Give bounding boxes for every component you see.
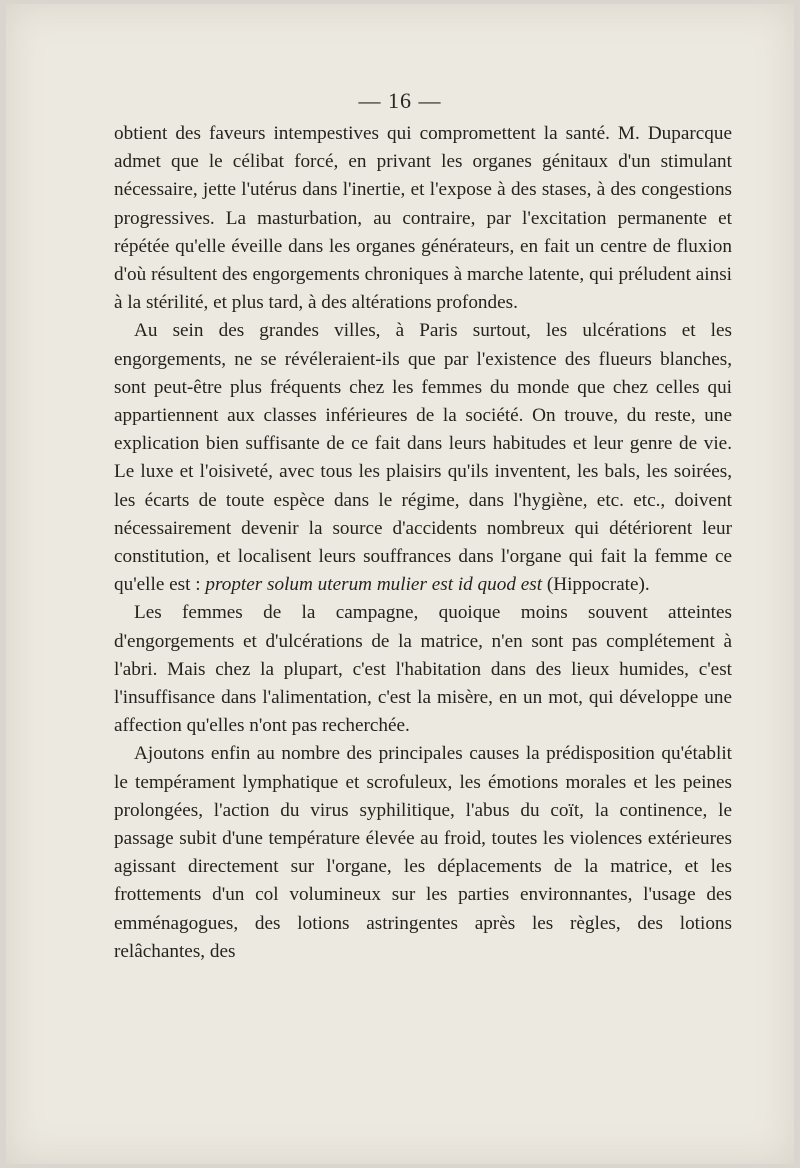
latin-quote: propter solum uterum mulier est id quod est [205,574,543,596]
paragraph-2 [114,317,732,599]
paragraph-1: obtient des faveurs intempestives qui compromettent la santé. M. Duparcque admet que le célibat forcé, en privant les organes génitaux d'un stimulant nécessaire, jette l'utérus dans l'inertie, et l'expose à des stases, à des congestions progressives. La masturbation, au contraire, par l'excitation permanente et répétée qu'elle éveille dans les organes générateurs, en fait un centre de fluxion d'où résultent des engorgements chroniques à marche latente, qui préludent ainsi à la stérilité, et plus tard, à des altérations profondes. [114,123,732,314]
paragraph-2-text: Au sein des grandes villes, à Paris surtout, les ulcérations et les engorgements, ne se révéleraient-ils que par l'existence des flueurs blanches, sont peut-être plus fréquents chez les femmes du monde que chez celles qui appartiennent aux classes inférieures de la société. On trouve, du reste, une explication bien suffisante de ce fait dans leurs habitudes et leur genre de vie. Le luxe et l'oisiveté, avec tous les plaisirs qu'ils inventent, les bals, les soirées, les écarts de toute espèce dans le régime, dans l'hygiène, etc. etc., doivent nécessairement devenir la source d'accidents nombreux qui détériorent leur constitution, et localisent leurs souffrances dans l'organe qui fait la femme ce qu'elle est : [114,320,732,596]
body-text [114,120,732,966]
paragraph-3: Les femmes de la campagne, quoique moins souvent atteintes d'engorgements et d'ulcérations de la matrice, n'en sont pas complétement à l'abri. Mais chez la plupart, c'est l'habitation dans des lieux humides, c'est l'insuffisance dans l'alimentation, c'est la misère, en un mot, qui développe une affection qu'elles n'ont pas recherchée. [114,602,732,737]
page-number: — 16 — [358,88,442,113]
citation: (Hippocrate). [542,574,650,596]
paragraph-4: Ajoutons enfin au nombre des principales causes la prédisposition qu'établit le tempérament lymphatique et scrofuleux, les émotions morales et les peines prolongées, l'action du virus syphilitique, l'abus du coït, la continence, le passage subit d'une température élevée au froid, toutes les violences extérieures agissant directement sur l'organe, les déplacements de la matrice, et les frottements d'un col volumineux sur les parties environnantes, l'usage des emménagogues, des lotions astringentes après les règles, des lotions relâchantes, des [114,743,732,962]
